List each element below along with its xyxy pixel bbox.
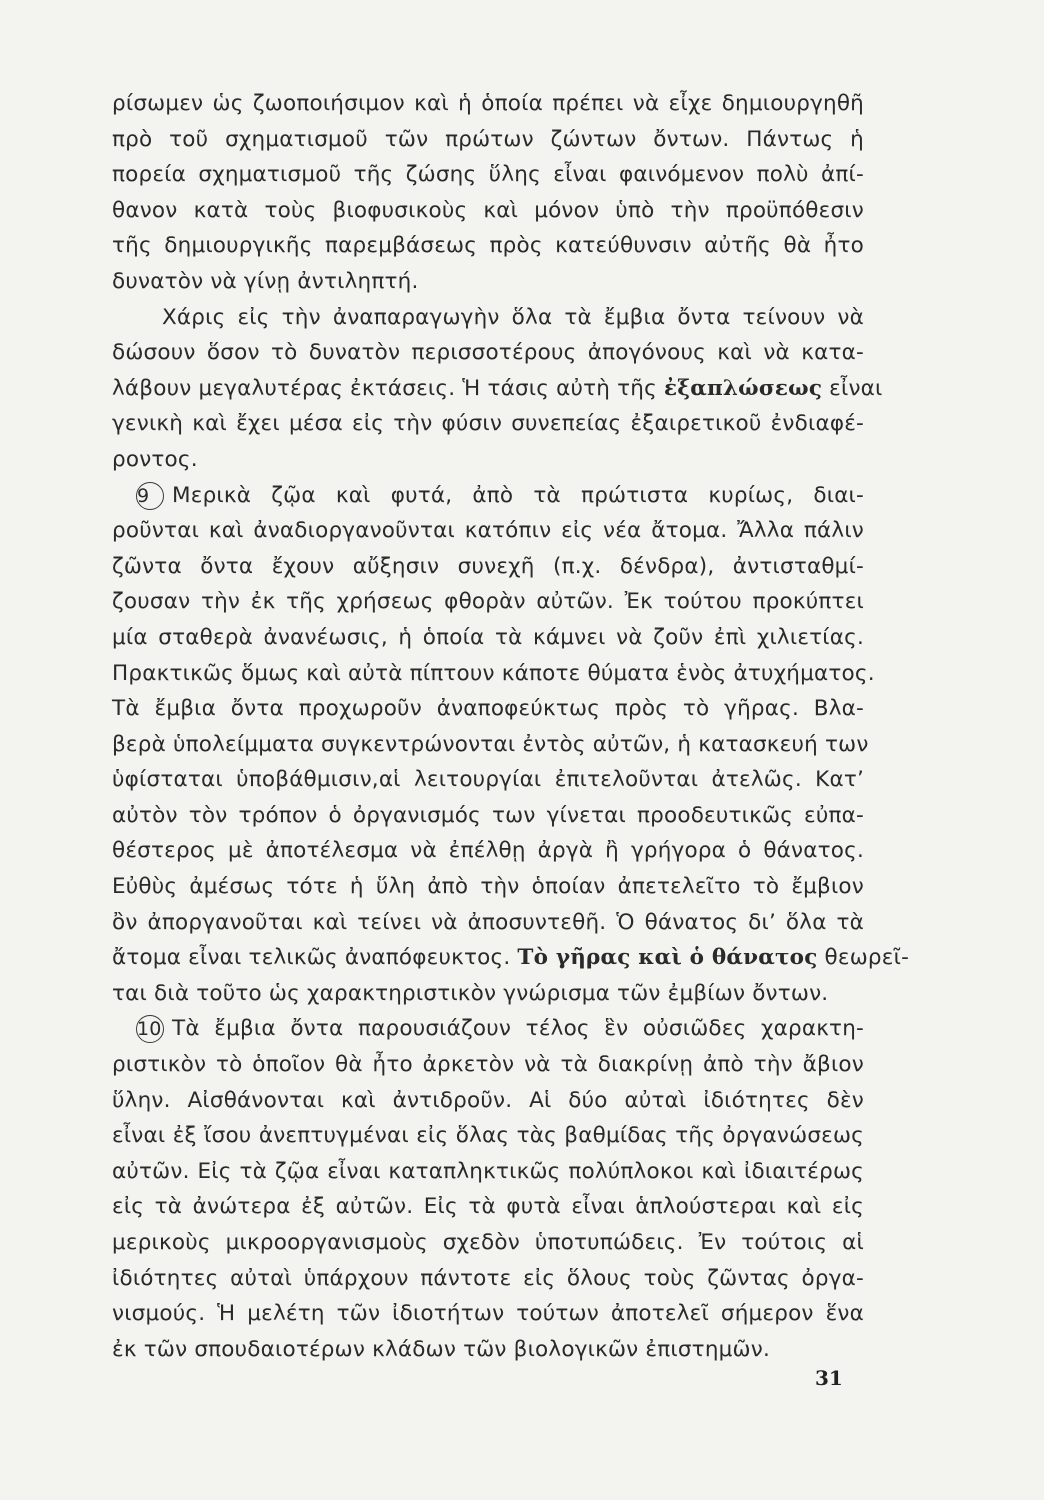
text-line: ρίσωμεν ὡς ζωοποιήσιμον καὶ ἡ ὁποία πρέπει νὰ εἶχε δημιουργηθῆ — [112, 91, 864, 116]
page-number: 31 — [815, 1366, 843, 1390]
text-line: ται διὰ τοῦτο ὡς χαρακτηριστικὸν γνώρισμα τῶν ἐμβίων ὄντων. — [112, 980, 829, 1006]
paragraph — [112, 300, 883, 478]
text-line: θανον κατὰ τοὺς βιοφυσικοὺς καὶ μόνον ὑπὸ τὴν προϋπόθεσιν — [112, 197, 864, 223]
text-line-with-bold — [112, 371, 883, 407]
text-segment: θεωρεῖ- — [824, 945, 910, 971]
text-line: πορεία σχηματισμοῦ τῆς ζώσης ὕλης εἶναι φαινόμενον πολὺ ἀπί- — [112, 162, 864, 188]
text-line: ζουσαν τὴν ἐκ τῆς χρήσεως φθορὰν αὐτῶν. Ἐκ τούτου προκύπτει — [112, 589, 864, 615]
text-line: δώσουν ὅσον τὸ δυνατὸν περισσοτέρους ἀπογόνους καὶ νὰ κατα- — [112, 340, 864, 366]
paragraph-number: 10 — [136, 1015, 164, 1043]
text-line: Χάρις εἰς τὴν ἀναπαραγωγὴν ὅλα τὰ ἔμβια ὄντα τείνουν νὰ — [162, 304, 864, 330]
bold-phrase: Τὸ γῆρας καὶ ὁ θάνατος — [517, 945, 818, 971]
body-text — [112, 86, 910, 1367]
text-segment: ἄτομα εἶναι τελικῶς ἀναπόφευκτος. — [112, 945, 511, 971]
text-line: δυνατὸν νὰ γίνῃ ἀντιληπτή. — [112, 268, 419, 294]
text-segment: Τὰ ἔμβια ὄντα παρουσιάζουν τέλος ἓν οὐσιῶδες χαρακτη- — [172, 1016, 864, 1042]
text-line: αὐτὸν τὸν τρόπον ὁ ὀργανισμός των γίνεται προοδευτικῶς εὐπα- — [112, 802, 864, 828]
text-line: βερὰ ὑπολείμματα συγκεντρώνονται ἐντὸς αὐτῶν, ἡ κατασκευή των — [112, 731, 869, 757]
text-line: θέστερος μὲ ἀποτέλεσμα νὰ ἐπέλθῃ ἀργὰ ἢ γρήγορα ὁ θάνατος. — [112, 838, 864, 864]
text-line — [112, 1011, 864, 1047]
numbered-paragraph — [112, 478, 910, 1012]
text-line: γενικὴ καὶ ἔχει μέσα εἰς τὴν φύσιν συνεπείας ἐξαιρετικοῦ ἐνδιαφέ- — [112, 411, 864, 437]
text-line: εἶναι ἐξ ἴσου ἀνεπτυγμέναι εἰς ὅλας τὰς βαθμίδας τῆς ὀργανώσεως — [112, 1123, 864, 1149]
text-line: Εὐθὺς ἀμέσως τότε ἡ ὕλη ἀπὸ τὴν ὁποίαν ἀπετελεῖτο τὸ ἔμβιον — [112, 874, 864, 900]
paragraph-number: 9 — [136, 482, 164, 510]
text-line: αὐτῶν. Εἰς τὰ ζῷα εἶναι καταπληκτικῶς πολύπλοκοι καὶ ἰδιαιτέρως — [112, 1158, 864, 1184]
text-line: ὑφίσταται ὑποβάθμισιν,αἱ λειτουργίαι ἐπιτελοῦνται ἀτελῶς. Κατ’ — [112, 767, 864, 793]
text-segment: λάβουν μεγαλυτέρας ἐκτάσεις. Ἡ τάσις αὐτὴ τῆς — [112, 375, 657, 401]
text-line: ὂν ἀποργανοῦται καὶ τείνει νὰ ἀποσυντεθῆ. Ὁ θάνατος δι’ ὅλα τὰ — [112, 909, 864, 935]
text-line: ροντος. — [112, 446, 198, 472]
text-segment: εἶναι — [829, 375, 883, 401]
bold-term: ἐξαπλώσεως — [664, 375, 823, 401]
paragraph — [112, 86, 864, 300]
text-line: νισμούς. Ἡ μελέτη τῶν ἰδιοτήτων τούτων ἀποτελεῖ σήμερον ἕνα — [112, 1301, 864, 1327]
text-line: ριστικὸν τὸ ὁποῖον θὰ ἦτο ἀρκετὸν νὰ τὰ διακρίνῃ ἀπὸ τὴν ἄβιον — [112, 1052, 864, 1078]
text-line: ἐκ τῶν σπουδαιοτέρων κλάδων τῶν βιολογικῶν ἐπιστημῶν. — [112, 1336, 770, 1362]
text-line: μία σταθερὰ ἀνανέωσις, ἡ ὁποία τὰ κάμνει νὰ ζοῦν ἐπὶ χιλιετίας. — [112, 624, 864, 650]
numbered-paragraph — [112, 1011, 864, 1367]
text-line: ἰδιότητες αὐταὶ ὑπάρχουν πάντοτε εἰς ὅλους τοὺς ζῶντας ὀργα- — [112, 1265, 864, 1291]
text-line: τῆς δημιουργικῆς παρεμβάσεως πρὸς κατεύθυνσιν αὐτῆς θὰ ἦτο — [112, 233, 864, 259]
text-line: μερικοὺς μικροοργανισμοὺς σχεδὸν ὑποτυπώδεις. Ἐν τούτοις αἱ — [112, 1230, 864, 1255]
text-line: Τὰ ἔμβια ὄντα προχωροῦν ἀναποφεύκτως πρὸς τὸ γῆρας. Βλα- — [112, 696, 864, 722]
text-line: ζῶντα ὄντα ἔχουν αὔξησιν συνεχῆ (π.χ. δένδρα), ἀντισταθμί- — [112, 553, 864, 579]
text-line: εἰς τὰ ἀνώτερα ἐξ αὐτῶν. Εἰς τὰ φυτὰ εἶναι ἁπλούστεραι καὶ εἰς — [112, 1194, 864, 1220]
text-line: πρὸ τοῦ σχηματισμοῦ τῶν πρώτων ζώντων ὄντων. Πάντως ἡ — [112, 126, 864, 152]
text-line-with-bold — [112, 940, 910, 976]
text-line — [112, 478, 864, 514]
text-segment: Μερικὰ ζῷα καὶ φυτά, ἀπὸ τὰ πρώτιστα κυρίως, διαι- — [172, 482, 864, 508]
text-line: Πρακτικῶς ὅμως καὶ αὐτὰ πίπτουν κάποτε θύματα ἑνὸς ἀτυχήματος. — [112, 660, 875, 686]
text-line: ὕλην. Αἰσθάνονται καὶ ἀντιδροῦν. Αἱ δύο αὐταὶ ἰδιότητες δὲν — [112, 1087, 864, 1113]
text-line: ροῦνται καὶ ἀναδιοργανοῦνται κατόπιν εἰς νέα ἄτομα. Ἄλλα πάλιν — [112, 518, 864, 544]
